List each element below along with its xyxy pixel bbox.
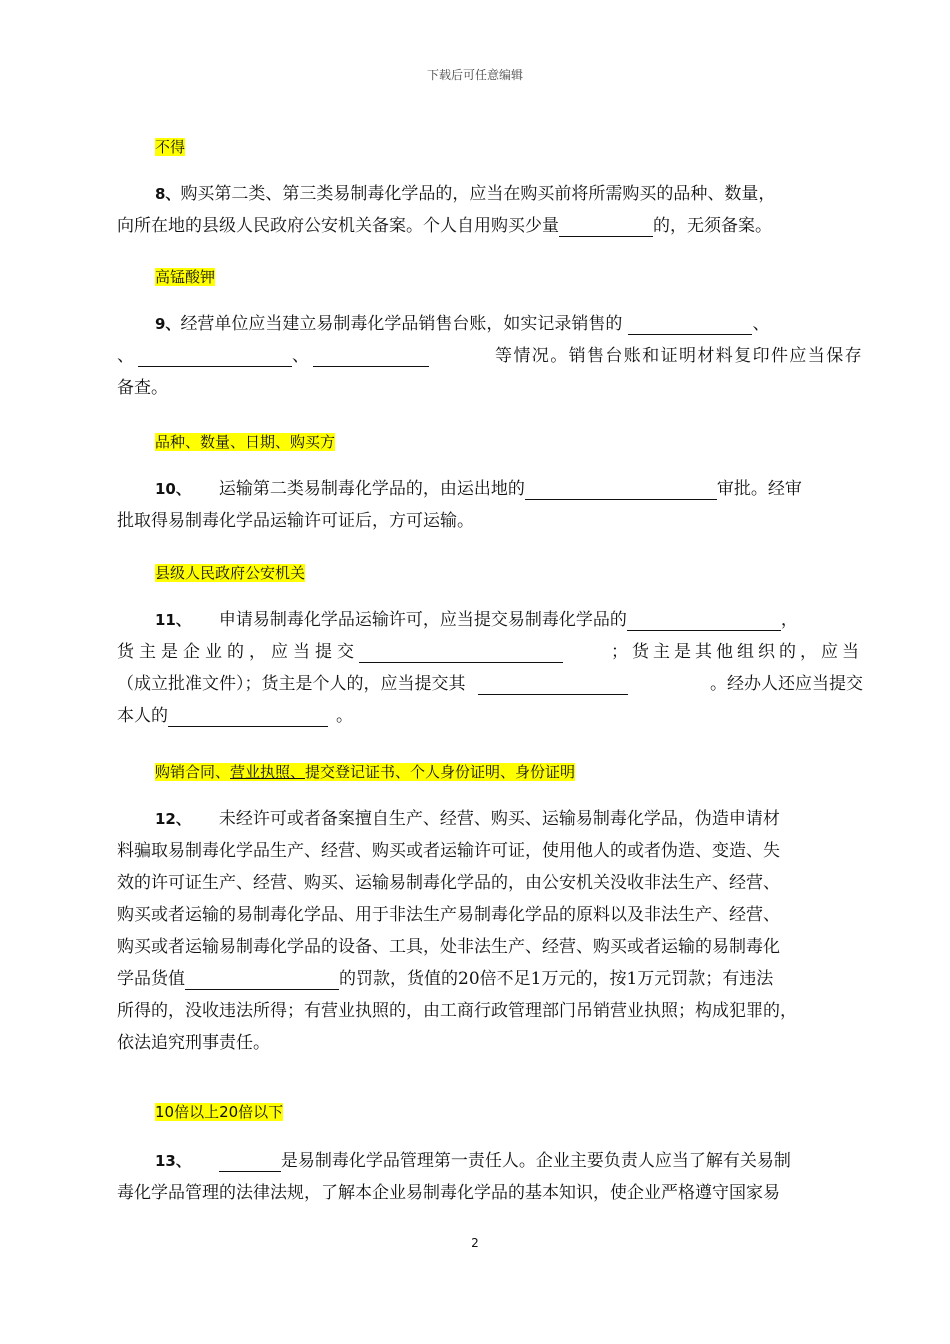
question-text: 购买或者运输易制毒化学品的设备、工具，处非法生产、经营、购买或者运输的易制毒化 — [117, 937, 780, 957]
answer-blank — [219, 1149, 281, 1172]
question-text: 效的许可证生产、经营、购买、运输易制毒化学品的，由公安机关没收非法生产、经营、 — [117, 873, 780, 893]
question-12 — [117, 803, 863, 1059]
answer-blank — [138, 344, 292, 367]
question-number: 13、 — [155, 1152, 191, 1170]
page-header: 下载后可任意编辑 — [426, 68, 523, 82]
answer-highlight — [155, 267, 215, 287]
answer-blank — [359, 640, 563, 663]
question-number: 9、 — [155, 315, 181, 333]
question-number: 11、 — [155, 611, 191, 629]
question-text: 运输第二类易制毒化学品的，由运出地的 — [218, 479, 525, 499]
answer-blank — [478, 672, 628, 695]
question-text: 毒化学品管理的法律法规，了解本企业易制毒化学品的基本知识，使企业严格遵守国家易 — [117, 1183, 780, 1203]
answer-text: 县级人民政府公安机关 — [155, 564, 306, 582]
question-text: 批取得易制毒化学品运输许可证后，方可运输。 — [117, 511, 474, 531]
answer-blank — [559, 214, 653, 237]
question-text: 向所在地的县级人民政府公安机关备案。个人自用购买少量 — [117, 216, 559, 236]
question-text: 的，无须备案。 — [653, 216, 772, 236]
question-text: 料骗取易制毒化学品生产、经营、购买或者运输许可证，使用他人的或者伪造、变造、失 — [117, 841, 780, 861]
answer-text: 购销合同、 — [155, 763, 231, 781]
answer-blank — [168, 704, 328, 727]
question-text: 、 、 — [117, 340, 429, 372]
question-text: 经营单位应当建立易制毒化学品销售台账，如实记录销售的 — [180, 314, 623, 334]
answer-blank — [628, 312, 752, 335]
question-text: 审批。经审 — [716, 479, 802, 499]
question-text: 的罚款，货值的20倍不足1万元的，按1万元罚款；有违法 — [339, 969, 774, 989]
question-text: 购买第二类、第三类易制毒化学品的，应当在购买前将所需购买的品种、数量， — [180, 184, 776, 204]
question-number: 10、 — [155, 480, 191, 498]
question-text: 是易制毒化学品管理第一责任人。企业主要负责人应当了解有关易制 — [280, 1151, 791, 1171]
question-11 — [117, 604, 863, 732]
answer-text: 营业执照、 — [230, 763, 306, 781]
answer-highlight — [155, 1102, 283, 1122]
question-text: ， — [780, 610, 798, 630]
answer-text: 提交登记证书、个人身份证明、身份证明 — [305, 763, 576, 781]
question-9 — [117, 308, 863, 404]
question-text: 备查。 — [117, 378, 168, 398]
answer-blank — [185, 967, 339, 990]
question-text: 未经许可或者备案擅自生产、经营、购买、运输易制毒化学品，伪造申请材 — [218, 809, 780, 829]
question-text: 学品货值 — [117, 969, 185, 989]
question-text: 。经办人还应当提交 — [710, 674, 863, 694]
question-text: 、 — [752, 314, 770, 334]
answer-highlight — [155, 762, 575, 782]
answer-text: 高锰酸钾 — [155, 268, 216, 286]
answer-text: 品种、数量、日期、购买方 — [155, 433, 336, 451]
question-text: 货主是企业的，应当提交 — [117, 636, 563, 668]
answer-highlight — [155, 432, 335, 452]
answer-blank — [525, 477, 717, 500]
answer-highlight — [155, 563, 305, 583]
question-13 — [117, 1145, 863, 1209]
question-number: 8、 — [155, 185, 181, 203]
question-8 — [117, 178, 863, 242]
question-text: 。 — [336, 706, 353, 726]
answer-text: 不得 — [155, 138, 186, 156]
question-text: 申请易制毒化学品运输许可，应当提交易制毒化学品的 — [218, 610, 627, 630]
question-number: 12、 — [155, 810, 191, 828]
question-text: 所得的，没收违法所得；有营业执照的，由工商行政管理部门吊销营业执照；构成犯罪的， — [117, 1001, 797, 1021]
question-text: 等情况。销售台账和证明材料复印件应当保存 — [495, 346, 863, 366]
answer-highlight — [155, 137, 185, 157]
question-text: ；货主是其他组织的，应当 — [611, 642, 863, 662]
answer-text: 10倍以上20倍以下 — [155, 1103, 284, 1121]
answer-blank — [313, 344, 429, 367]
question-text: 本人的 — [117, 706, 168, 726]
question-10 — [117, 473, 863, 537]
question-text: （成立批准文件）；货主是个人的，应当提交其 — [117, 668, 628, 700]
question-text: 依法追究刑事责任。 — [117, 1033, 270, 1053]
answer-blank — [627, 608, 781, 631]
page-number: 2 — [471, 1236, 479, 1250]
question-text: 购买或者运输的易制毒化学品、用于非法生产易制毒化学品的原料以及非法生产、经营、 — [117, 905, 780, 925]
